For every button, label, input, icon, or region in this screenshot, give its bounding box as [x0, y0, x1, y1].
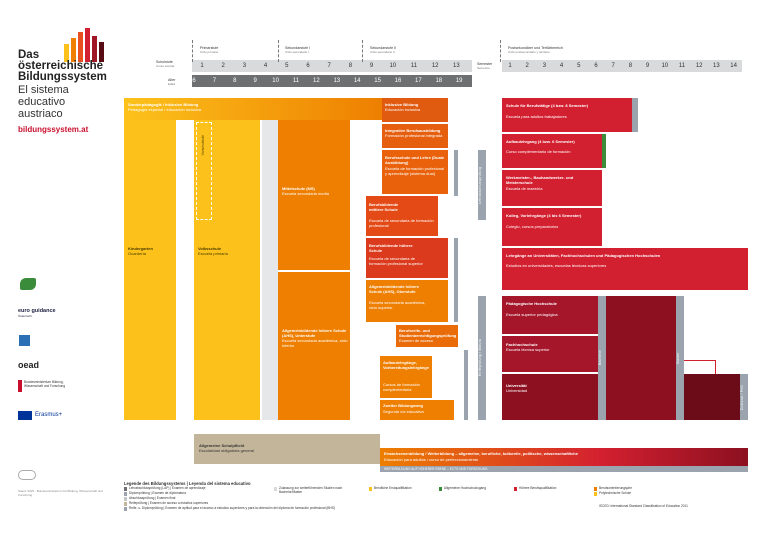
grade-12: 12 — [431, 63, 439, 69]
volksschule-label: Volksschule — [198, 246, 222, 251]
fh-box — [502, 336, 598, 372]
zweiter-box — [380, 400, 454, 420]
ahs-unter-label: Allgemeinbildende höhere Schule (AHS), Unterstufe — [282, 328, 347, 338]
inklusive-sub: Educación inclusiva — [385, 107, 421, 112]
ministry-text: Bundesministerium Bildung, Wissenschaft und Forschung — [24, 380, 66, 388]
integrative-box — [382, 124, 448, 148]
sideband-bachelor — [598, 296, 606, 420]
ph-label: Pädagogische Hochschule — [506, 301, 557, 306]
sideband-master-label: Master — [676, 352, 680, 364]
oead-logo: oead — [18, 360, 40, 370]
primarstufe-sub: Ciclo primario — [200, 50, 219, 54]
legend-text: ISCED: International Standard Classification of Education 2011 — [599, 504, 688, 508]
uni-sub: Universidad — [506, 388, 528, 393]
semester-1: 1 — [508, 63, 512, 69]
pflicht-sub: Escolaridad obligatoria general — [199, 448, 254, 453]
legend-title: Legende des Bildungssystems | Leyenda del sistema educativo — [124, 481, 251, 486]
semester-5: 5 — [577, 63, 581, 69]
lehrgaenge-box — [502, 248, 748, 290]
divider-sek2 — [362, 40, 363, 62]
berufsschule-box — [382, 150, 448, 194]
age-8: 8 — [233, 78, 237, 84]
pflicht-box — [194, 434, 380, 464]
arrow-down — [715, 360, 716, 374]
transition-gap — [262, 120, 278, 420]
aufbau-box — [380, 356, 432, 398]
kolleg-label: Kolleg, Vorlehrgänge (4 bis 6 Semester) — [506, 213, 582, 218]
legend-swatch — [124, 492, 127, 496]
berufsreife-box — [396, 325, 458, 347]
schule-beruf-box — [502, 98, 632, 132]
age-15: 15 — [374, 78, 381, 84]
legend-swatch — [594, 487, 597, 491]
kindergarten-label: Kindergarten — [128, 246, 153, 251]
aufbaulehrgang-box — [502, 134, 602, 168]
pflicht-label: Allgemeine Schulpflicht — [199, 443, 245, 448]
sek1-sub: Ciclo secundario I — [285, 50, 309, 54]
semester-7: 7 — [611, 63, 615, 69]
age-12: 12 — [313, 78, 320, 84]
age-11: 11 — [292, 78, 300, 84]
connector-bar-3 — [464, 350, 468, 420]
grade-9: 9 — [369, 63, 374, 69]
kindergarten-box — [124, 120, 176, 420]
legend-swatch — [124, 487, 127, 491]
ahs-ober-box — [366, 280, 448, 322]
weiterbildung-strip — [380, 466, 748, 472]
legend-swatch — [594, 492, 597, 496]
grade-11: 11 — [410, 63, 418, 69]
legend-text: Reife- u. Diplomprüfung | Examen de aptitud para el acceso a estudios superiores y para la obtención del diploma de formación profesional (BHS) — [129, 506, 336, 510]
diploma-mark-2 — [602, 134, 606, 168]
ahs-ober-label: Allgemeinbildende höhere Schule (AHS), Oberstufe — [369, 284, 420, 294]
qr-icon — [18, 470, 36, 480]
grade-1: 1 — [200, 63, 204, 69]
divider-sek1 — [278, 40, 279, 62]
grade-5: 5 — [285, 63, 289, 69]
aufbau-label: Aufbaulehrgänge, Vorbereitungslehrgänge — [383, 360, 429, 370]
legend-swatch — [594, 505, 597, 509]
semester-4: 4 — [559, 63, 564, 69]
fh-sub: Escuela técnica superior — [506, 347, 550, 352]
brand-sub-3: austriaco — [18, 108, 63, 120]
eu-flag-icon — [18, 411, 32, 420]
integrative-sub: Formación profesional integrada — [385, 133, 443, 138]
grade-8: 8 — [348, 63, 353, 69]
brand-title-3: Bildungssystem — [18, 71, 107, 83]
semester-13: 13 — [713, 63, 720, 69]
divider-primar — [192, 40, 193, 62]
bhs-sub: Escuela de secundaria de formación profesional superior — [369, 256, 423, 266]
green-logo-icon — [20, 278, 36, 290]
alter-sub: Edad — [168, 82, 176, 86]
semester-label: Semester — [477, 62, 493, 66]
age-18: 18 — [435, 78, 443, 84]
schule-beruf-sub: Escuela para adultos trabajadores — [506, 114, 567, 119]
legend-swatch — [439, 487, 442, 491]
age-13: 13 — [333, 78, 341, 84]
sideband-bachelor-label: Bachelor — [598, 350, 602, 366]
sideband-matura-label: Reifeprüfung / Matura — [478, 339, 482, 377]
grade-10: 10 — [389, 63, 397, 69]
semester-6: 6 — [594, 63, 598, 69]
axis-header — [120, 40, 745, 92]
brand-sub-1: El sistema — [18, 84, 69, 96]
age-20: 20 — [476, 78, 483, 84]
erwachsenenbildung-label: Erwachsenenbildung / Weiterbildung – allgemeine, berufliche, kulturelle, politische, wissenschaftliche — [384, 451, 578, 456]
blue-logo-icon — [19, 335, 30, 346]
ph-sub: Escuela superior pedagógica — [506, 312, 558, 317]
alter-label: Alter — [168, 78, 176, 82]
zweiter-sub: Segunda vía educativa — [383, 409, 424, 414]
inklusive-box — [382, 98, 448, 122]
phd-area — [684, 374, 740, 420]
integrative-label: Integrative Berufsausbildung — [385, 128, 441, 133]
connector-bar-1 — [454, 150, 458, 196]
weiterbildung-label: WEITERBILDUNG AUF HÖHERER EBENE – ECTS UND FORSCHUNG — [384, 467, 488, 471]
connector-bar-2 — [454, 238, 458, 322]
legend-text: Berufsorientierungsjahr — [599, 486, 632, 490]
vorschule-label: Vorschulstufe — [201, 135, 205, 156]
legend-swatch — [274, 487, 277, 491]
vorschule-box — [196, 122, 212, 220]
brand-title-1: Das — [18, 49, 40, 61]
arrow-to-phd — [684, 360, 716, 361]
legend-text: Diplomprüfung | Examen de diplomatura — [129, 491, 186, 495]
age-16: 16 — [394, 78, 402, 84]
age-19: 19 — [455, 78, 463, 84]
grade-3: 3 — [242, 63, 247, 69]
legend — [124, 481, 748, 533]
diploma-mark-1 — [632, 98, 638, 132]
ahs-unter-sub: Escuela secundaria académica, ciclo inferior — [282, 338, 348, 348]
mittelschule-label: Mittelschule (MS) — [282, 186, 315, 191]
sideband-lap — [478, 150, 486, 220]
schulstufe-sub: Curso escolar — [156, 64, 175, 68]
sideband-master — [676, 296, 684, 420]
berufsreife-label: Berufsreife- und Studienberechtigungsprüfung — [399, 328, 457, 338]
legend-text: Höhere Berufsqualifikation — [519, 486, 557, 490]
fh-label: Fachhochschule — [506, 342, 538, 347]
euroguidance-text: euro guidance — [18, 308, 56, 314]
erasmus-text: Erasmus+ — [35, 412, 63, 418]
bms-label: Berufsbildende mittlere Schule — [369, 202, 399, 212]
berufsschule-label: Berufsschule und Lehre (Duale Ausbildung) — [385, 155, 445, 165]
grade-13: 13 — [453, 63, 460, 69]
legend-text: Allgemeine Hochschulzugang — [444, 486, 486, 490]
berufsschule-sub: Escuela de formación profesional y aprendizaje (sistema dual) — [385, 166, 445, 176]
legend-swatch — [124, 502, 127, 506]
semester-11: 11 — [678, 63, 686, 69]
tertiaer-sub: Ciclo postsecundario y terciario — [508, 50, 550, 54]
werkmeister-label: Werkmeister-, Bauhandwerker- und Meisterschule — [506, 175, 574, 185]
semester-12: 12 — [695, 63, 703, 69]
werkmeister-box — [502, 170, 602, 206]
volksschule-sub: Escuela primaria — [198, 251, 228, 256]
legend-swatch — [369, 487, 372, 491]
sonderpaed-sub: Pedagogía especial / educación inclusiva — [128, 107, 202, 112]
erwachsenenbildung-box — [380, 448, 748, 466]
legend-text: Lehrabschlussprüfung (LAP) | Examen de aprendizaje — [129, 486, 206, 490]
grade-6: 6 — [306, 63, 310, 69]
divider-tert — [500, 40, 501, 62]
semester-10: 10 — [661, 63, 669, 69]
legend-text: Polytechnische Schule — [599, 491, 632, 495]
legend-text: Reifeprüfung | Examen de acceso a estudios superiores — [129, 501, 209, 505]
sideband-doktorat — [740, 374, 748, 420]
sek2-sub: Ciclo secundario II — [370, 50, 395, 54]
aufbau-sub: Cursos de formación complementaria — [383, 382, 420, 392]
legend-text: Berufliche Erstqualifikation — [374, 486, 412, 490]
legend-swatch — [514, 487, 517, 491]
schulstufe-label: Schulstufe — [156, 60, 173, 64]
age-17: 17 — [415, 78, 422, 84]
master-area — [606, 296, 676, 420]
euroguidance-logo — [18, 308, 56, 318]
aufbaulehrgang-label: Aufbaulehrgang (4 bzw. 6 Semester) — [506, 139, 575, 144]
bhs-box — [366, 238, 448, 278]
erwachsenenbildung-sub: Educación para adultos / curso de perfeccionamiento — [384, 457, 479, 462]
bms-sub: Escuela de secundaria de formación profesional — [369, 218, 434, 228]
grade-7: 7 — [327, 63, 331, 69]
mittelschule-sub: Escuela secundaria media — [282, 191, 329, 196]
kolleg-box — [502, 208, 602, 246]
semester-8: 8 — [628, 63, 633, 69]
sideband-lap-label: Lehrabschlussprüfung — [478, 166, 482, 204]
semester-9: 9 — [645, 63, 650, 69]
bhs-label: Berufsbildende höhere Schule — [369, 243, 413, 253]
berufsreife-sub: Examen de acceso — [399, 338, 434, 343]
brand-url-link[interactable]: bildungssystem.at — [18, 125, 89, 134]
sonderpaed-label: Sonderpädagogik / Inklusive Bildung — [128, 102, 199, 107]
age-6: 6 — [192, 78, 196, 84]
legend-swatch — [124, 507, 127, 511]
aufbaulehrgang-sub: Curso complementario de formación — [506, 149, 571, 154]
kolleg-sub: Colegio, cursos preparatorios — [506, 224, 559, 229]
legend-swatch — [124, 497, 127, 501]
sek1-label: Sekundarstufe I — [285, 46, 311, 50]
age-7: 7 — [212, 78, 217, 84]
grade-2: 2 — [221, 63, 225, 69]
kindergarten-sub: Guardería — [128, 251, 147, 256]
brand-sub-2: educativo — [18, 96, 66, 108]
brand-title-2: österreichische — [18, 60, 104, 72]
ahs-unter-box — [278, 272, 350, 420]
werkmeister-sub: Escuela de maestría — [506, 186, 543, 191]
ahs-ober-sub: Escuela secundaria académica, ciclo superior — [369, 300, 426, 310]
footer-note: Stand: 2023 · Bundesministerium für Bildung, Wissenschaft und Forschung — [18, 489, 103, 497]
sek2-label: Sekundarstufe II — [370, 46, 397, 50]
zweiter-label: Zweiter Bildungsweg — [383, 403, 424, 408]
inklusive-label: Inklusive Bildung — [385, 102, 419, 107]
erasmus-logo — [18, 411, 78, 421]
sideband-matura — [478, 296, 486, 420]
mittelschule-box — [278, 120, 350, 270]
age-10: 10 — [272, 78, 279, 84]
bms-box — [366, 196, 438, 236]
legend-text: Zulassung zur weiterführenden Studien nach Bachelor/Master — [279, 486, 343, 494]
tertiaer-label: Postsekundärer und Tertiärbereich — [508, 46, 563, 50]
semester-2: 2 — [525, 63, 529, 69]
lehrgaenge-label: Lehrgänge an Universitäten, Fachhochschulen und Pädagogischen Hochschulen — [506, 253, 661, 258]
uni-box — [502, 374, 598, 420]
schule-beruf-label: Schule für Berufstätige (4 bzw. 8 Semester) — [506, 103, 589, 108]
euroguidance-sub: Österreich — [18, 314, 32, 318]
primarstufe-label: Primarstufe — [200, 46, 219, 50]
semester-3: 3 — [542, 63, 547, 69]
age-14: 14 — [353, 78, 361, 84]
grade-4: 4 — [263, 63, 268, 69]
sideband-doktorat-label: Doktorat / PhD — [740, 384, 744, 410]
sonderpaed-box — [124, 98, 382, 120]
age-9: 9 — [253, 78, 257, 84]
legend-text: Abschlussprüfung | Examen final — [129, 496, 176, 500]
uni-label: Universität — [506, 383, 527, 388]
semester-sub: Semestre — [477, 66, 490, 70]
semester-14: 14 — [730, 63, 737, 69]
lehrgaenge-sub: Estudios en universidades, escuelas técnicas superiores — [506, 263, 607, 268]
ph-box — [502, 296, 598, 334]
